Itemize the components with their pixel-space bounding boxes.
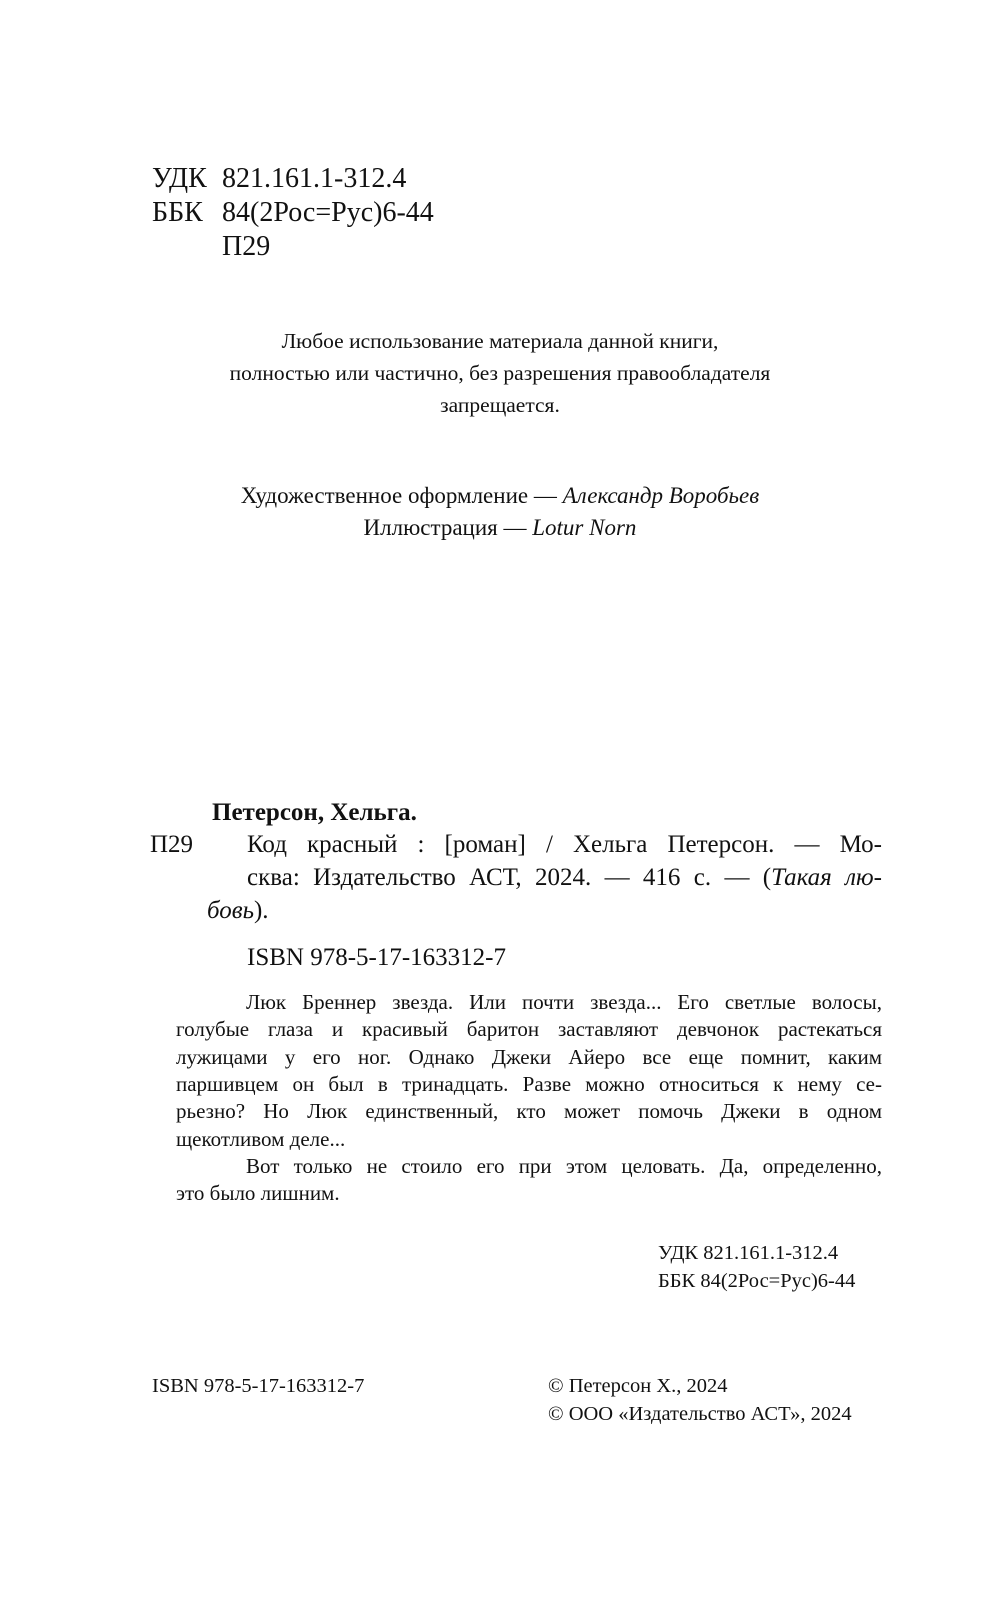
footer-copyright	[548, 1372, 852, 1428]
annotation-line: лужицами у его ног. Однако Джеки Айеро все еще помнит, каким	[176, 1044, 882, 1069]
annotation-line: рьезно? Но Люк единственный, кто может помочь Джеки в одном	[176, 1099, 882, 1124]
annotation-line: паршивцем он был в тринадцать. Разве можно относиться к нему се-	[176, 1071, 882, 1096]
annotation	[176, 989, 882, 1209]
classification-block	[152, 163, 552, 263]
author-heading: Петерсон, Хельга.	[212, 799, 417, 826]
illustration-credit	[0, 512, 1000, 544]
design-credit	[0, 480, 1000, 512]
annotation-line: голубые глаза и красивый баритон заставляют девчонок растекаться	[176, 1017, 882, 1042]
author-mark: П29	[222, 231, 271, 262]
bib-text: сква: Издательство АСТ, 2024. — 416 с. — (	[247, 864, 772, 891]
annotation-line: это было лишним.	[176, 1181, 340, 1206]
bottom-bbk: ББК 84(2Рос=Рус)6-44	[658, 1270, 856, 1292]
design-credit-prefix: Художественное оформление —	[240, 483, 563, 508]
bib-line	[207, 894, 842, 927]
annotation-line: щекотливом деле...	[176, 1126, 346, 1151]
bib-text: ).	[253, 897, 269, 924]
udk-label: УДК	[152, 163, 207, 194]
illustrator-name: Lotur Norn	[532, 515, 637, 540]
udk-value: 821.161.1-312.4	[222, 163, 407, 194]
bottom-udk: УДК 821.161.1-312.4	[658, 1242, 839, 1264]
bib-line	[247, 861, 882, 894]
bbk-value: 84(2Рос=Рус)6-44	[222, 197, 434, 228]
copyright-author: © Петерсон Х., 2024	[548, 1375, 728, 1397]
notice-line: полностью или частично, без разрешения правообладателя	[229, 361, 771, 385]
bottom-classification	[658, 1239, 855, 1295]
illustration-credit-prefix: Иллюстрация —	[363, 515, 533, 540]
record-author-mark: П29	[150, 831, 194, 858]
isbn-record: ISBN 978-5-17-163312-7	[247, 944, 507, 971]
credits	[0, 480, 1000, 544]
copyright-notice	[0, 325, 1000, 421]
annotation-line: Вот только не стоило его при этом целовать. Да, определенно,	[246, 1153, 882, 1178]
notice-line: запрещается.	[440, 393, 560, 417]
series-title: бовь	[207, 897, 254, 924]
notice-line: Любое использование материала данной книги,	[281, 329, 719, 353]
bib-line: Код красный : [роман] / Хельга Петерсон. — Мо-	[247, 831, 882, 858]
copyright-publisher: © ООО «Издательство АСТ», 2024	[548, 1403, 852, 1425]
bibliographic-description	[207, 828, 882, 938]
footer-isbn: ISBN 978-5-17-163312-7	[152, 1375, 365, 1397]
series-title: Такая лю-	[771, 864, 882, 891]
designer-name: Александр Воробьев	[562, 483, 760, 508]
bbk-label: ББК	[152, 197, 203, 228]
annotation-line: Люк Бреннер звезда. Или почти звезда... Его светлые волосы,	[246, 990, 882, 1014]
